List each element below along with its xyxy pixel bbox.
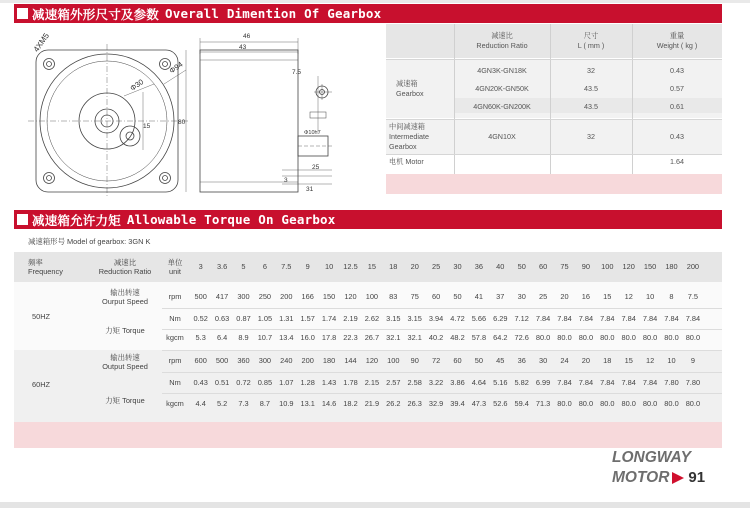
torque-value-cell: 20 — [581, 356, 590, 365]
speed-label-50 — [88, 288, 162, 306]
torque-value-cell: 200 — [280, 292, 293, 301]
brand-line2: MOTOR — [612, 469, 670, 486]
torque-value-cell: 8.9 — [238, 333, 249, 342]
torque-value-cell: 1.43 — [321, 378, 337, 387]
label-3: 3 — [284, 177, 288, 184]
torque-value-cell: 41 — [474, 292, 483, 301]
torque-value-cell: 100 — [365, 292, 379, 301]
header-ratio-en: Reduction Ratio — [476, 41, 528, 50]
torque-value-cell: 24 — [560, 356, 569, 365]
row-rule — [162, 372, 722, 373]
freq-header — [28, 258, 63, 276]
torque-value-cell: 7.84 — [621, 314, 636, 323]
label-d10h7: Φ10h7 — [304, 130, 321, 136]
freq-50hz: 50HZ — [32, 312, 51, 321]
label-15: 15 — [143, 123, 151, 130]
torque-value-cell: 7.84 — [642, 314, 658, 323]
spec-model: 4GN10X — [488, 132, 516, 141]
torque-value-cell: 3.15 — [386, 314, 401, 323]
torque-value-cell: 83 — [389, 292, 398, 301]
torque-label-cn: 力矩 — [105, 326, 121, 335]
label-4xm5: 4XM5 — [31, 31, 52, 54]
torque-value-cell: 32.1 — [386, 333, 401, 342]
freq-60hz: 60HZ — [32, 380, 51, 389]
torque-value-cell: 7.84 — [642, 378, 658, 387]
torque-value-cell: 80.0 — [685, 399, 701, 408]
ratio-header-cell: 5 — [241, 262, 246, 271]
spec-rule — [386, 154, 722, 155]
row-rule — [162, 393, 722, 394]
speed-label-60 — [88, 353, 162, 371]
torque-value-cell: 15 — [603, 292, 612, 301]
torque-value-cell: 37 — [496, 292, 505, 301]
spec-divider — [454, 24, 455, 174]
torque-value-cell: 150 — [322, 292, 336, 301]
torque-value-cell: 50 — [453, 292, 462, 301]
torque-value-cell: 7.5 — [687, 292, 699, 301]
ratio-header-cell: 18 — [389, 262, 398, 271]
torque-value-cell: 13.1 — [300, 399, 315, 408]
torque-value-cell: 4.4 — [195, 399, 206, 408]
unit-cell: kgcm — [166, 333, 184, 342]
torque-value-cell: 15 — [624, 356, 633, 365]
section-title-cn: 减速箱允许力矩 — [32, 212, 121, 228]
torque-value-cell: 39.4 — [450, 399, 465, 408]
speed-label-cn: 输出转速 — [110, 288, 140, 297]
torque-value-cell: 360 — [237, 356, 250, 365]
unit-header-cn: 单位 — [167, 258, 183, 267]
torque-value-cell: 64.2 — [493, 333, 508, 342]
torque-value-cell: 3.94 — [428, 314, 444, 323]
torque-value-cell: 50 — [474, 356, 483, 365]
torque-value-cell: 0.52 — [193, 314, 208, 323]
brand-logo — [612, 448, 732, 488]
ratio-header-cn: 减速比 — [113, 258, 137, 267]
intermediate-row — [386, 120, 722, 154]
torque-value-cell: 18.2 — [343, 399, 358, 408]
spec-row — [386, 100, 722, 114]
torque-value-cell: 80.0 — [557, 399, 572, 408]
torque-value-cell: 26.3 — [407, 399, 422, 408]
torque-value-cell: 5.16 — [493, 378, 508, 387]
torque-value-cell: 7.84 — [557, 378, 572, 387]
torque-value-cell: 7.84 — [578, 314, 594, 323]
top-border — [0, 0, 750, 3]
ratio-header-cell: 180 — [665, 262, 678, 271]
torque-value-cell: 2.58 — [407, 378, 422, 387]
torque-value-cell: 7.84 — [685, 314, 701, 323]
spec-length: 32 — [587, 132, 595, 141]
torque-value-cell: 32.9 — [428, 399, 444, 408]
torque-value-cell: 71.3 — [535, 399, 551, 408]
motor-weight: 1.64 — [670, 157, 684, 166]
torque-value-cell: 7.84 — [664, 314, 679, 323]
torque-value-cell: 1.74 — [321, 314, 337, 323]
ratio-header-cell: 12.5 — [343, 262, 358, 271]
torque-value-cell: 80.0 — [600, 333, 615, 342]
torque-value-cell: 7.84 — [600, 314, 615, 323]
label-46: 46 — [243, 33, 251, 40]
gearbox-label-cn: 减速箱 — [396, 79, 418, 88]
header-size-en: L ( mm ) — [577, 41, 605, 50]
torque-value-cell: 17.8 — [321, 333, 337, 342]
torque-value-cell: 7.12 — [514, 314, 529, 323]
torque-value-cell: 6.99 — [535, 378, 551, 387]
torque-value-cell: 7.84 — [600, 378, 615, 387]
torque-value-cell: 4.72 — [450, 314, 465, 323]
torque-value-cell: 36 — [517, 356, 526, 365]
torque-value-cell: 80.0 — [642, 399, 658, 408]
torque-value-cell: 45 — [496, 356, 505, 365]
torque-value-cell: 7.3 — [238, 399, 249, 408]
torque-value-cell: 80.0 — [685, 333, 701, 342]
torque-value-cell: 7.84 — [535, 314, 551, 323]
torque-value-cell: 120 — [344, 292, 357, 301]
torque-value-cell: 0.63 — [214, 314, 230, 323]
ratio-header-cell: 25 — [431, 262, 441, 271]
row-rule — [162, 329, 722, 330]
torque-value-cell: 80.0 — [664, 333, 679, 342]
torque-value-cell: 48.2 — [450, 333, 465, 342]
torque-value-cell: 80.0 — [535, 333, 551, 342]
torque-value-cell: 10 — [667, 356, 676, 365]
torque-value-cell: 5.66 — [471, 314, 487, 323]
torque-value-cell: 1.07 — [279, 378, 294, 387]
torque-value-cell: 120 — [365, 356, 379, 365]
torque-value-cell: 7.80 — [685, 378, 701, 387]
header-size-cn: 尺寸 — [583, 31, 599, 40]
ratio-header-cell: 7.5 — [281, 262, 292, 271]
label-43: 43 — [239, 44, 247, 51]
torque-value-cell: 417 — [215, 292, 229, 301]
torque-value-cell: 22.3 — [343, 333, 358, 342]
gearbox-dimension-drawing — [14, 24, 384, 199]
ratio-header-en: Reduction Ratio — [98, 267, 152, 276]
torque-value-cell: 1.05 — [257, 314, 273, 323]
torque-value-cell: 5.3 — [195, 333, 206, 342]
motor-row — [386, 155, 722, 169]
ratio-header-cell: 30 — [453, 262, 462, 271]
spec-weight: 0.57 — [670, 84, 684, 93]
ratio-header-cell: 36 — [474, 262, 483, 271]
speed-label-en: Output Speed — [102, 362, 148, 371]
torque-value-cell: 14.6 — [321, 399, 337, 408]
torque-value-cell: 8 — [669, 292, 674, 301]
torque-value-cell: 4.64 — [471, 378, 487, 387]
spec-weight: 0.61 — [670, 102, 684, 111]
page-number: 91 — [688, 469, 706, 486]
torque-label-60 — [88, 396, 162, 405]
spec-divider — [550, 24, 551, 174]
torque-value-cell: 0.87 — [236, 314, 251, 323]
section-header-torque — [14, 210, 722, 229]
ratio-header-cell: 50 — [517, 262, 526, 271]
torque-value-cell: 300 — [258, 356, 272, 365]
torque-value-cell: 60 — [453, 356, 462, 365]
torque-value-cell: 21.9 — [364, 399, 380, 408]
torque-value-cell: 1.28 — [300, 378, 315, 387]
torque-value-cell: 30 — [517, 292, 526, 301]
brand-line1: LONGWAY — [612, 449, 691, 466]
gearbox-model-line: 减速箱形号 Model of gearbox: 3GN K — [28, 237, 151, 246]
torque-value-cell: 80.0 — [557, 333, 572, 342]
torque-value-cell: 0.51 — [214, 378, 230, 387]
torque-value-cell: 2.57 — [386, 378, 401, 387]
ratio-header-cell: 3 — [198, 262, 203, 271]
row-rule — [162, 308, 722, 309]
torque-value-cell: 7.84 — [621, 378, 636, 387]
spec-divider — [632, 24, 633, 174]
label-d30: Φ30 — [128, 77, 146, 93]
spec-length: 32 — [587, 66, 595, 75]
header-weight-cn: 重量 — [669, 31, 685, 40]
unit-cell: kgcm — [166, 399, 184, 408]
torque-value-cell: 1.31 — [279, 314, 294, 323]
torque-value-cell: 80.0 — [664, 399, 679, 408]
spec-model: 4GN3K-GN18K — [477, 66, 527, 75]
torque-value-cell: 80.0 — [578, 333, 594, 342]
speed-label-en: Ourput Speed — [101, 297, 149, 306]
spec-weight: 0.43 — [670, 132, 684, 141]
torque-value-cell: 47.3 — [471, 399, 487, 408]
ratio-header-cell: 10 — [324, 262, 334, 271]
torque-value-cell: 300 — [237, 292, 250, 301]
torque-value-cell: 80.0 — [578, 399, 594, 408]
torque-value-cell: 16 — [581, 292, 590, 301]
torque-value-cell: 0.85 — [257, 378, 273, 387]
intermediate-label-en2: Gearbox — [389, 142, 417, 151]
torque-value-cell: 16.0 — [300, 333, 315, 342]
torque-value-cell: 1.78 — [343, 378, 358, 387]
torque-value-cell: 3.22 — [428, 378, 444, 387]
row-rule — [162, 350, 722, 351]
section-title-en: Overall Dimention Of Gearbox — [165, 6, 382, 21]
allowable-torque-table — [14, 252, 722, 422]
torque-value-cell: 80.0 — [642, 333, 658, 342]
ratio-header-cell: 90 — [581, 262, 590, 271]
torque-footer-bar — [14, 422, 722, 448]
torque-value-cell: 12 — [624, 292, 633, 301]
torque-value-cell: 2.19 — [343, 314, 358, 323]
spec-rule — [386, 119, 722, 120]
torque-value-cell: 10.7 — [257, 333, 273, 342]
torque-value-cell: 240 — [280, 356, 293, 365]
ratio-header-cell: 15 — [367, 262, 376, 271]
torque-value-cell: 80.0 — [621, 333, 636, 342]
ratio-header-cell: 6 — [262, 262, 267, 271]
torque-value-cell: 20 — [560, 292, 569, 301]
torque-label-50 — [88, 326, 162, 335]
torque-value-cell: 26.2 — [386, 399, 401, 408]
intermediate-label-cn: 中间减速箱 — [389, 122, 425, 131]
torque-value-cell: 7.84 — [578, 378, 594, 387]
label-80: 80 — [178, 119, 186, 126]
torque-value-cell: 72 — [431, 356, 441, 365]
torque-value-cell: 250 — [258, 292, 272, 301]
header-ratio-cn: 减速比 — [491, 31, 513, 40]
ratio-header-cell: 40 — [496, 262, 505, 271]
torque-value-cell: 5.2 — [216, 399, 228, 408]
torque-value-cell: 57.8 — [471, 333, 487, 342]
spec-footer-bar — [386, 174, 722, 194]
freq-header-en: Frequency — [28, 267, 63, 276]
torque-value-cell: 2.15 — [364, 378, 380, 387]
unit-cell: rpm — [168, 292, 182, 301]
label-25: 25 — [312, 164, 320, 171]
torque-value-cell: 0.43 — [193, 378, 208, 387]
torque-value-cell: 90 — [410, 356, 419, 365]
ratio-header-cell: 75 — [560, 262, 569, 271]
spec-weight: 0.43 — [670, 66, 684, 75]
torque-value-cell: 30 — [538, 356, 548, 365]
section-header-dimensions — [14, 4, 722, 23]
ratio-header-cell: 120 — [622, 262, 635, 271]
torque-value-cell: 1.57 — [300, 314, 315, 323]
torque-value-cell: 40.2 — [428, 333, 444, 342]
unit-header-en: unit — [169, 267, 181, 276]
torque-value-cell: 9 — [690, 356, 695, 365]
ratio-header-cell: 150 — [643, 262, 657, 271]
torque-value-cell: 3.86 — [450, 378, 465, 387]
ratio-header-cell: 3.6 — [216, 262, 228, 271]
ratio-header-cell: 100 — [601, 262, 614, 271]
torque-value-cell: 10.9 — [279, 399, 294, 408]
ratio-header-cell: 9 — [305, 262, 310, 271]
torque-value-cell: 13.4 — [279, 333, 294, 342]
torque-value-cell: 2.62 — [364, 314, 380, 323]
torque-value-cell: 166 — [301, 292, 314, 301]
torque-value-cell: 75 — [410, 292, 419, 301]
spec-header-row — [386, 24, 722, 58]
torque-value-cell: 0.72 — [236, 378, 251, 387]
torque-value-cell: 500 — [194, 292, 207, 301]
arrow-right-icon — [672, 472, 684, 484]
torque-value-cell: 6.4 — [216, 333, 228, 342]
header-square-icon — [17, 8, 28, 19]
torque-label-cn: 力矩 — [105, 396, 121, 405]
label-31: 31 — [306, 186, 314, 193]
speed-label-cn: 输出转速 — [110, 353, 140, 362]
torque-value-cell: 500 — [215, 356, 229, 365]
spec-rule — [386, 59, 722, 60]
torque-label-en: Torque — [122, 396, 145, 405]
section-title-cn: 减速箱外形尺寸及参数 — [32, 6, 160, 22]
freq-header-cn: 频率 — [28, 258, 43, 267]
torque-value-cell: 26.7 — [364, 333, 380, 342]
unit-cell: Nm — [169, 314, 181, 323]
spec-model: 4GN60K-GN200K — [473, 102, 531, 111]
torque-value-cell: 18 — [603, 356, 612, 365]
torque-value-cell: 144 — [344, 356, 357, 365]
header-weight-en: Weight ( kg ) — [656, 41, 698, 50]
spec-length: 43.5 — [584, 102, 598, 111]
ratio-header-cell: 60 — [538, 262, 548, 271]
spec-row — [386, 64, 722, 78]
label-7-5: 7.5 — [292, 69, 302, 76]
ratio-header — [88, 258, 162, 276]
torque-value-cell: 60 — [431, 292, 441, 301]
torque-value-cell: 3.15 — [407, 314, 422, 323]
torque-value-cell: 200 — [301, 356, 314, 365]
torque-value-cell: 5.82 — [514, 378, 529, 387]
torque-value-cell: 59.4 — [514, 399, 529, 408]
bottom-border — [0, 502, 750, 508]
intermediate-label-en1: Intermediate — [389, 132, 429, 141]
unit-cell: Nm — [169, 378, 181, 387]
gearbox-spec-table — [386, 24, 722, 174]
unit-header — [162, 258, 188, 276]
spec-length: 43.5 — [584, 84, 598, 93]
torque-value-cell: 80.0 — [621, 399, 636, 408]
torque-value-cell: 32.1 — [407, 333, 422, 342]
torque-value-cell: 72.6 — [514, 333, 529, 342]
motor-label: 电机 Motor — [389, 157, 424, 166]
ratio-header-cell: 200 — [686, 262, 700, 271]
torque-value-cell: 7.84 — [557, 314, 572, 323]
torque-value-cell: 7.80 — [664, 378, 679, 387]
torque-label-en: Torque — [122, 326, 145, 335]
spec-model: 4GN20K-GN50K — [475, 84, 529, 93]
header-square-icon — [17, 214, 28, 225]
torque-value-cell: 25 — [538, 292, 548, 301]
unit-cell: rpm — [168, 356, 182, 365]
torque-value-cell: 52.6 — [493, 399, 508, 408]
torque-value-cell: 600 — [194, 356, 207, 365]
torque-value-cell: 12 — [645, 356, 655, 365]
torque-value-cell: 80.0 — [600, 399, 615, 408]
section-title-en: Allowable Torque On Gearbox — [126, 212, 336, 227]
torque-value-cell: 6.29 — [493, 314, 508, 323]
torque-value-cell: 100 — [387, 356, 400, 365]
gearbox-label-en: Gearbox — [396, 89, 424, 98]
torque-value-cell: 180 — [322, 356, 336, 365]
torque-value-cell: 10 — [645, 292, 655, 301]
spec-row — [386, 82, 722, 96]
label-d94: Φ94 — [167, 59, 185, 76]
torque-value-cell: 8.7 — [259, 399, 271, 408]
ratio-header-cell: 20 — [410, 262, 419, 271]
